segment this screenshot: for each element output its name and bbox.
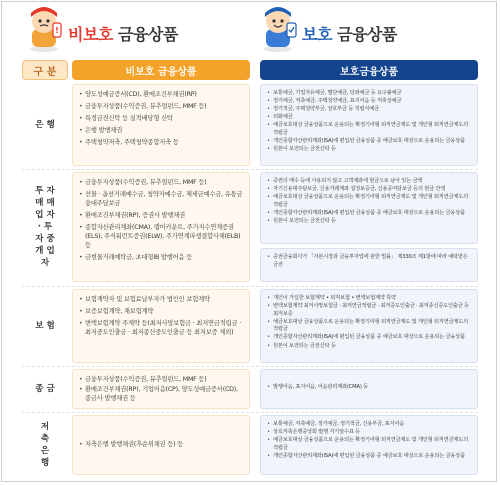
header-nonprotected: 비보호 금융상품 [72, 60, 250, 80]
list-item: • 보통예금, 저축예금, 정기예금, 정기적금, 신용부금, 표지어음 [267, 421, 472, 429]
list-item: • 개인이 가입한 보험계약 • 퇴직보험 • 변액보험계약 특약 [267, 295, 472, 303]
bank-nonprotected-cell [72, 84, 250, 166]
list-item: • 보증보험계약, 재보험계약 [79, 307, 244, 316]
list-item: • 양도성예금증서(CD), 환매조건부채권(RP) [79, 90, 244, 99]
savings-bank-nonprotected-cell [72, 415, 250, 475]
list-item: • 원본이 보전되는 금전신탁 등 [267, 146, 472, 154]
securities-nonprotected-cell [72, 172, 250, 282]
list-item: • 원본이 보전되는 금전신탁 등 [267, 218, 472, 226]
list-item: • 금융투자상품(수익증권, 뮤추얼펀드, MMF 등) [79, 375, 244, 384]
category-bank: 은 행 [35, 120, 55, 130]
savings-bank-protected-cell [260, 415, 478, 475]
header-category: 구 분 [22, 60, 68, 80]
list-item: • 상호저축은행중앙회 발행 자기앞수표 등 [267, 429, 472, 437]
category-merchant-bank: 종 금 [35, 384, 55, 394]
row-divider [22, 169, 478, 170]
merchant-bank-nonprotected-cell [72, 369, 250, 409]
mascot-warning-icon [22, 3, 66, 53]
list-item: • 증권금융회사가 「자본시장과 금융투자업에 관한 법률」 제330조 제1항에 따라 예탁받은 금전 [267, 254, 472, 269]
list-item: • 예금보호대상 금융상품으로 운용되는 확정기여형 퇴직연금제도 및 개인형 퇴직연금제도의 적립금 [267, 319, 472, 334]
category-savings-bank: 저 축 은 행 [40, 422, 50, 468]
list-item: • 증권의 매수 등에 사용되지 않고 고객계좌에 현금으로 남아 있는 금액 [267, 178, 472, 186]
protected-title: 보호 금융상품 [302, 25, 397, 44]
list-item: • 정기예금, 저축예금, 주택청약예금, 표지어음 등 저축성예금 [267, 98, 472, 106]
category-securities: 투 자 매 매 업 자 · 투 자 중 개 업 자 [35, 186, 55, 268]
list-item: • 선물 · 옵션거래예수금, 청약자예수금, 제세금예수금, 유통금융대주담보금 [79, 190, 244, 208]
list-item: • 저축은행 발행채권(후순위채권 등) 등 [79, 440, 244, 449]
mascot-check-icon [256, 3, 300, 53]
list-item: • 예금보호대상 금융상품으로 운용되는 확정기여형 퇴직연금제도 및 개인형 퇴직연금제도의 적립금 [267, 437, 472, 452]
list-item: • 자기신용대주담보금, 신용거래계좌 설정보증금, 신용공여담보금 등의 현금 잔액 [267, 186, 472, 194]
list-item: • 개인종합자산관리계좌(ISA)에 편입된 금융상품 중 예금보호 대상으로 운용되는 금융상품 [267, 453, 472, 461]
list-item: • 환매조건부채권(RP), 증권사 발행채권 [79, 211, 244, 220]
list-item: • 개인종합자산관리계좌(ISA)에 편입된 금융상품 중 예금보호 대상으로 운용되는 금융상품 [267, 138, 472, 146]
svg-text:!: ! [55, 26, 59, 35]
list-item: • 보험계약자 및 보험료납부자가 법인인 보험계약 [79, 295, 244, 304]
list-item: • 보통예금, 기업자유예금, 별단예금, 당좌예금 등 요구불예금 [267, 90, 472, 98]
list-item: • 변액보험계약 최저사망보험금 · 최저연금적립금 · 최저중도인출금 · 최저종신중도인출금 등 최저보증 [267, 303, 472, 318]
list-item: • 정기적금, 주택청약부금, 상호부금 등 적립식예금 [267, 106, 472, 114]
list-item: • 특정금전신탁 등 실적배당형 신탁 [79, 114, 244, 123]
row-divider [22, 286, 478, 287]
list-item: • 금현물거래예탁금, 초대형IB 발행어음 등 [79, 253, 244, 262]
insurance-nonprotected-cell [72, 289, 250, 363]
category-insurance: 보 험 [35, 321, 55, 331]
merchant-bank-protected-cell [260, 369, 478, 409]
row-divider [22, 366, 478, 367]
list-item: • 변액보험계약 주계약 등(최저사망보험금 · 최저연금적립금 · 최저중도인출금 · 최저종신중도인출금 등 최저보증 제외) [79, 319, 244, 337]
list-item: • 금융투자상품(수익증권, 뮤추얼펀드, MMF 등) [79, 178, 244, 187]
list-item: • 개인종합자산관리계좌(ISA)에 편입된 금융상품 중 예금보호 대상으로 운용되는 금융상품 [267, 334, 472, 342]
list-item: • 종합자산관리계좌(CMA), 랩어카운트, 주가지수연계증권(ELS), 주식워런트증권(ELW), 주가연계파생결합사채(ELB) 등 [79, 223, 244, 250]
list-item: • 은행 발행채권 [79, 126, 244, 135]
list-item: • 주택청약저축, 주택청약종합저축 등 [79, 138, 244, 147]
bank-protected-cell [260, 84, 478, 166]
list-item: • 외화예금 [267, 114, 472, 122]
list-item: • 원본이 보전되는 금전신탁 등 [267, 343, 472, 351]
list-item: • 금융투자상품(수익증권, 뮤추얼펀드, MMF 등) [79, 102, 244, 111]
securities-protected-cell [260, 172, 478, 244]
list-item: • 예금보호대상 금융상품으로 운용되는 확정기여형 퇴직연금제도 및 개인형 퇴직연금제도의 적립금 [267, 122, 472, 137]
nonprotected-title: 비보호 금융상품 [68, 25, 178, 44]
list-item: • 발행어음, 표지어음, 어음관리계좌(CMA) 등 [267, 384, 472, 392]
list-item: • 개인종합자산관리계좌(ISA)에 편입된 금융상품 중 예금보호 대상으로 운용되는 금융상품 [267, 210, 472, 218]
list-item: • 예금보호대상 금융상품으로 운용되는 확정기여형 퇴직연금제도 및 개인형 퇴직연금제도의 적립금 [267, 194, 472, 209]
header-protected: 보호금융상품 [260, 60, 478, 80]
securities-finance-protected-cell [260, 248, 478, 282]
insurance-protected-cell [260, 289, 478, 363]
list-item: • 환매조건부채권(RP), 기업어음(CP), 양도성예금증서(CD), 종금사 발행채권 등 [79, 385, 244, 403]
row-divider [22, 412, 478, 413]
